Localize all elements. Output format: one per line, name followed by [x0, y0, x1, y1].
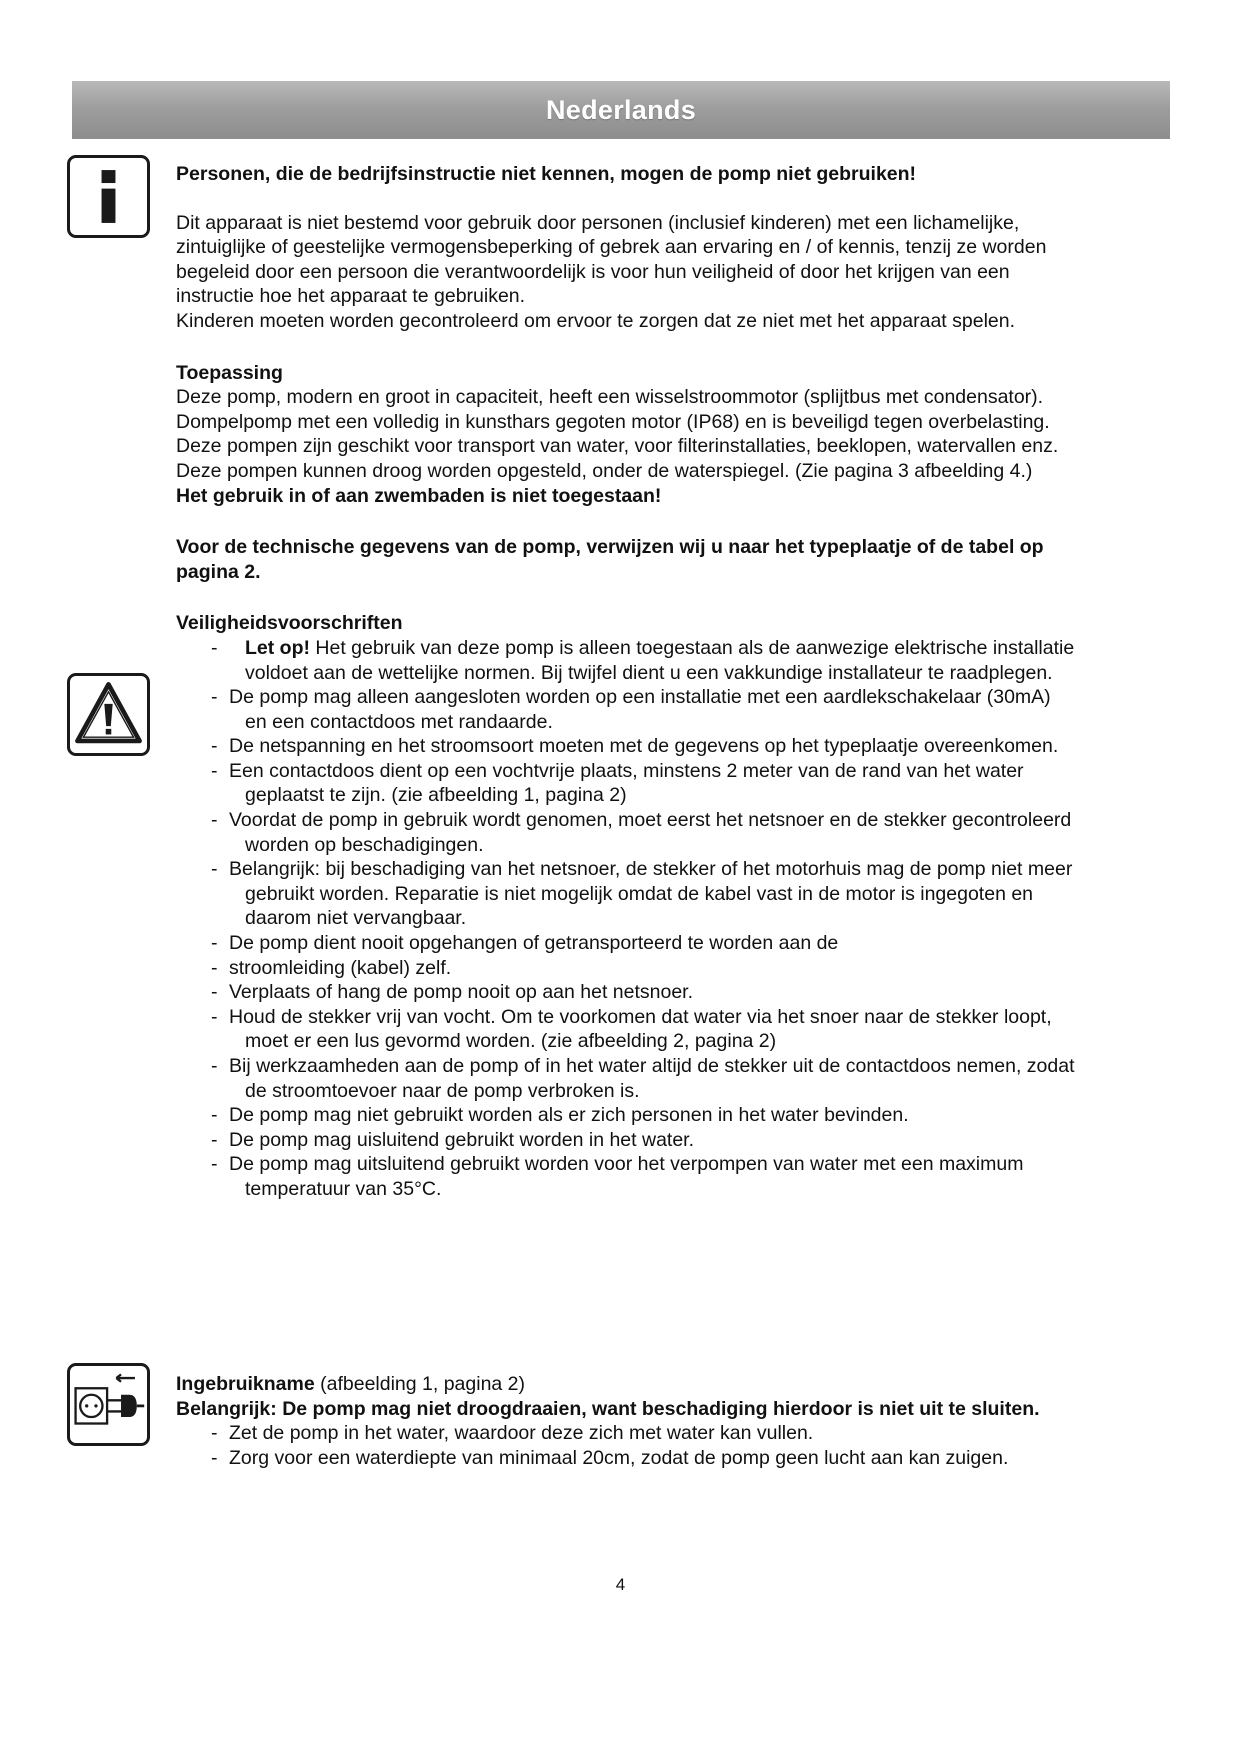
technical-data-note: Voor de technische gegevens van de pomp, verwijzen wij u naar het typeplaatje of de tabel op pagina 2.	[176, 536, 1044, 583]
warning-triangle-icon	[67, 673, 150, 756]
toepassing-paragraph-1: Deze pomp, modern en groot in capaciteit, heeft een wisselstroommotor (splijtbus met condensator). Dompelpomp met een volledig in kunsthars gegoten motor (IP68) en is beveiligd tegen overbelasting.	[176, 386, 1050, 433]
language-banner	[72, 81, 1170, 139]
pool-warning: Het gebruik in of aan zwembaden is niet toegestaan!	[176, 484, 662, 507]
intro-paragraph: Dit apparaat is niet bestemd voor gebruik door personen (inclusief kinderen) met een lichamelijke, zintuiglijke of geestelijke vermogensbeperking of gebrek aan ervaring en / of kennis, tenzij ze worden begeleid door een persoon die verantwoordelijk is voor hun veiligheid of door het krijgen van een instructie hoe het apparaat te gebruiken.	[176, 211, 1047, 308]
list-item: - De netspanning en het stroomsoort moeten met de gegevens op het typeplaatje overeenkomen.	[176, 734, 1076, 759]
list-item: - Houd de stekker vrij van vocht. Om te voorkomen dat water via het snoer naar de stekker loopt, moet er een lus gevormd worden. (zie afbeelding 2, pagina 2)	[176, 1005, 1076, 1054]
list-item: - De pomp dient nooit opgehangen of getransporteerd te worden aan de	[176, 931, 1076, 956]
list-item: - Bij werkzaamheden aan de pomp of in het water altijd de stekker uit de contactdoos nemen, zodat de stroomtoevoer naar de pomp verbroken is.	[176, 1054, 1076, 1103]
ingebruikname-section	[176, 1372, 1076, 1470]
safety-list	[176, 636, 1076, 1202]
list-item: - De pomp mag niet gebruikt worden als er zich personen in het water bevinden.	[176, 1103, 1076, 1128]
ingebruikname-heading-bold: Ingebruikname	[176, 1373, 315, 1395]
list-item: - Zorg voor een waterdiepte van minimaal 20cm, zodat de pomp geen lucht aan kan zuigen.	[176, 1446, 1076, 1471]
plug-unplug-icon	[67, 1363, 150, 1446]
dry-run-warning: Belangrijk: De pomp mag niet droogdraaien, want beschadiging hierdoor is niet uit te sluiten.	[176, 1397, 1040, 1420]
attention-text: Het gebruik van deze pomp is alleen toegestaan als de aanwezige elektrische installatie voldoet aan de wettelijke normen. Bij twijfel dient u een vakkundige installateur te raadplegen.	[245, 636, 1075, 684]
list-item: - Voordat de pomp in gebruik wordt genomen, moet eerst het netsnoer en de stekker gecontroleerd worden op beschadigingen.	[176, 808, 1076, 857]
attention-label: Let op!	[245, 636, 310, 659]
ingebruikname-heading	[176, 1372, 1076, 1397]
list-item: - De pomp mag alleen aangesloten worden op een installatie met een aardlekschakelaar (30mA) en een contactdoos met randaarde.	[176, 685, 1076, 734]
list-item: - Zet de pomp in het water, waardoor deze zich met water kan vullen.	[176, 1421, 1076, 1446]
language-title: Nederlands	[545, 94, 697, 125]
page-number: 4	[615, 1575, 626, 1594]
list-item: - Een contactdoos dient op een vochtvrije plaats, minstens 2 meter van de rand van het water geplaatst te zijn. (zie afbeelding 1, pagina 2)	[176, 759, 1076, 808]
list-item: - stroomleiding (kabel) zelf.	[176, 956, 1076, 981]
list-item: - De pomp mag uitsluitend gebruikt worden voor het verpompen van water met een maximum temperatuur van 35°C.	[176, 1152, 1076, 1201]
list-item	[176, 636, 1076, 685]
ingebruikname-heading-ref: (afbeelding 1, pagina 2)	[314, 1373, 526, 1395]
usage-warning-title: Personen, die de bedrijfsinstructie niet kennen, mogen de pomp niet gebruiken!	[176, 163, 917, 185]
list-item: - De pomp mag uisluitend gebruikt worden in het water.	[176, 1128, 1076, 1153]
list-item: - Verplaats of hang de pomp nooit op aan het netsnoer.	[176, 980, 1076, 1005]
children-paragraph: Kinderen moeten worden gecontroleerd om ervoor te zorgen dat ze niet met het apparaat spelen.	[176, 309, 1016, 332]
safety-heading: Veiligheidsvoorschriften	[176, 612, 403, 635]
list-item: - Belangrijk: bij beschadiging van het netsnoer, de stekker of het motorhuis mag de pomp niet meer gebruikt worden. Reparatie is niet mogelijk omdat de kabel vast in de motor is ingegoten en daarom niet vervangbaar.	[176, 857, 1076, 931]
toepassing-paragraph-2: Deze pompen zijn geschikt voor transport van water, voor filterinstallaties, beeklopen, watervallen enz. Deze pompen kunnen droog worden opgesteld, onder de waterspiegel. (Zie pagina 3 afbeelding 4.)	[176, 435, 1059, 482]
intro-section	[176, 162, 1076, 1202]
ingebruikname-list	[176, 1421, 1076, 1470]
toepassing-heading: Toepassing	[176, 361, 283, 384]
info-icon	[67, 155, 150, 238]
